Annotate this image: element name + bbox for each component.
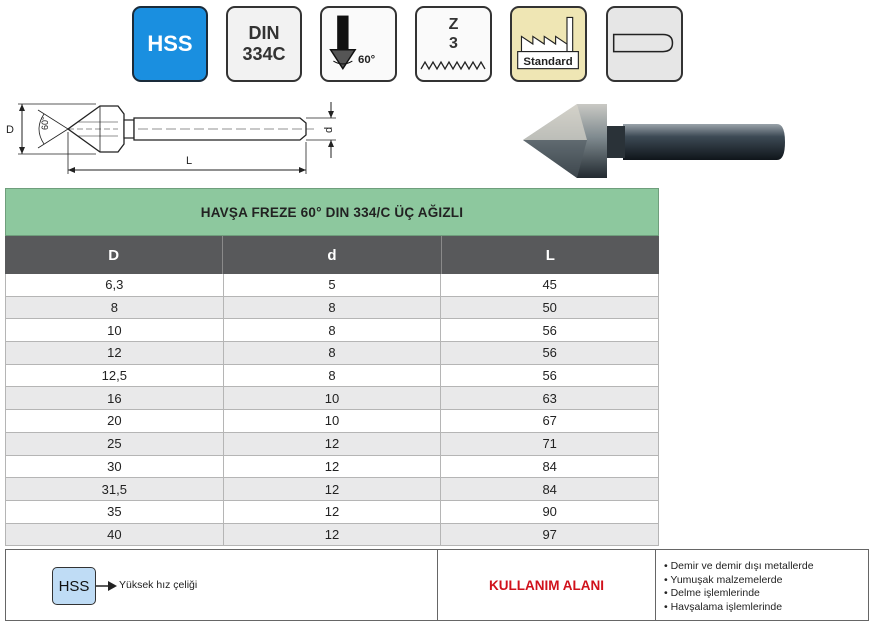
cell-D: 40 (5, 524, 224, 546)
cell-L: 97 (441, 524, 659, 546)
table-title: HAVŞA FREZE 60° DIN 334/C ÜÇ AĞIZLI (5, 188, 659, 236)
table-header-row (5, 236, 659, 274)
cell-L: 71 (441, 433, 659, 455)
list-item: • Demir ve demir dışı metallerde (664, 560, 814, 572)
flute-count-badge (415, 6, 492, 82)
din-badge-line1: DIN (248, 23, 280, 43)
hss-material-badge (132, 6, 208, 82)
cell-D: 31,5 (5, 478, 224, 500)
angle-badge-text: 60° (358, 53, 376, 66)
cell-L: 56 (441, 342, 659, 364)
list-item: • Havşalama işlemlerinde (664, 600, 783, 613)
technical-drawing (0, 92, 360, 182)
cell-d: 12 (224, 524, 442, 546)
dim-angle-label: 60° (40, 116, 50, 130)
cylindrical-shank-badge (606, 6, 683, 82)
table-row (5, 319, 659, 342)
cell-d: 8 (224, 319, 442, 341)
flute-count-value: 3 (449, 35, 458, 52)
cell-L: 63 (441, 387, 659, 409)
hss-description: Yüksek hız çeliği (119, 579, 198, 591)
cell-D: 35 (5, 501, 224, 523)
table-row (5, 365, 659, 388)
hss-badge-label: HSS (147, 31, 193, 56)
usage-area-title: KULLANIM ALANI (489, 577, 604, 593)
cell-d: 12 (224, 433, 442, 455)
table-row (5, 456, 659, 479)
cell-d: 12 (224, 478, 442, 500)
cell-D: 16 (5, 387, 224, 409)
cell-D: 12 (5, 342, 224, 364)
cell-d: 10 (224, 387, 442, 409)
header-D: D (5, 236, 223, 274)
teeth-zigzag-icon (419, 59, 489, 73)
usage-area-list (656, 550, 868, 620)
table-row (5, 274, 659, 297)
material-legend (6, 550, 438, 620)
cylindrical-shank-icon (608, 6, 681, 82)
dim-D-label: D (6, 124, 14, 136)
dim-L-label: L (186, 155, 193, 167)
header-d: d (223, 236, 441, 274)
cell-L: 56 (441, 319, 659, 341)
table-row (5, 410, 659, 433)
dimension-table (5, 188, 659, 546)
countersink-angle-badge (320, 6, 397, 82)
table-row (5, 387, 659, 410)
table-row (5, 342, 659, 365)
countersink-angle-icon (322, 6, 395, 82)
din-badge-line2: 334C (242, 44, 286, 64)
standard-badge (510, 6, 587, 82)
cell-L: 50 (441, 297, 659, 319)
cell-D: 30 (5, 456, 224, 478)
hss-legend-badge: HSS (52, 567, 96, 605)
cell-d: 8 (224, 297, 442, 319)
cell-L: 56 (441, 365, 659, 387)
cell-D: 12,5 (5, 365, 224, 387)
arrow-right-icon (96, 580, 118, 592)
header-L: L (545, 246, 555, 264)
cell-L: 67 (441, 410, 659, 432)
cell-D: 8 (5, 297, 224, 319)
cell-D: 25 (5, 433, 224, 455)
standard-badge-text: Standard (523, 55, 573, 68)
cell-L: 84 (441, 456, 659, 478)
cell-D: 10 (5, 319, 224, 341)
list-item: • Yumuşak malzemelerde (664, 573, 783, 586)
countersink-tool-image (505, 96, 795, 186)
table-row (5, 501, 659, 524)
table-row (5, 297, 659, 320)
cell-L: 90 (441, 501, 659, 523)
list-item: • Delme işlemlerinde (664, 587, 760, 599)
flute-label: Z (448, 16, 459, 33)
cell-d: 10 (224, 410, 442, 432)
factory-icon (512, 6, 585, 82)
footer-info (5, 549, 869, 621)
cell-d: 8 (224, 365, 442, 387)
table-row (5, 478, 659, 501)
cell-L: 45 (441, 274, 659, 296)
cell-d: 12 (224, 501, 442, 523)
din-norm-badge (226, 6, 302, 82)
cell-D: 6,3 (5, 274, 224, 296)
dim-d-label: d (323, 126, 335, 133)
cell-d: 8 (224, 342, 442, 364)
table-row (5, 433, 659, 456)
usage-area-heading-cell (438, 550, 656, 620)
table-row (5, 524, 659, 547)
cell-D: 20 (5, 410, 224, 432)
cell-d: 5 (224, 274, 442, 296)
cell-d: 12 (224, 456, 442, 478)
cell-L: 84 (441, 478, 659, 500)
